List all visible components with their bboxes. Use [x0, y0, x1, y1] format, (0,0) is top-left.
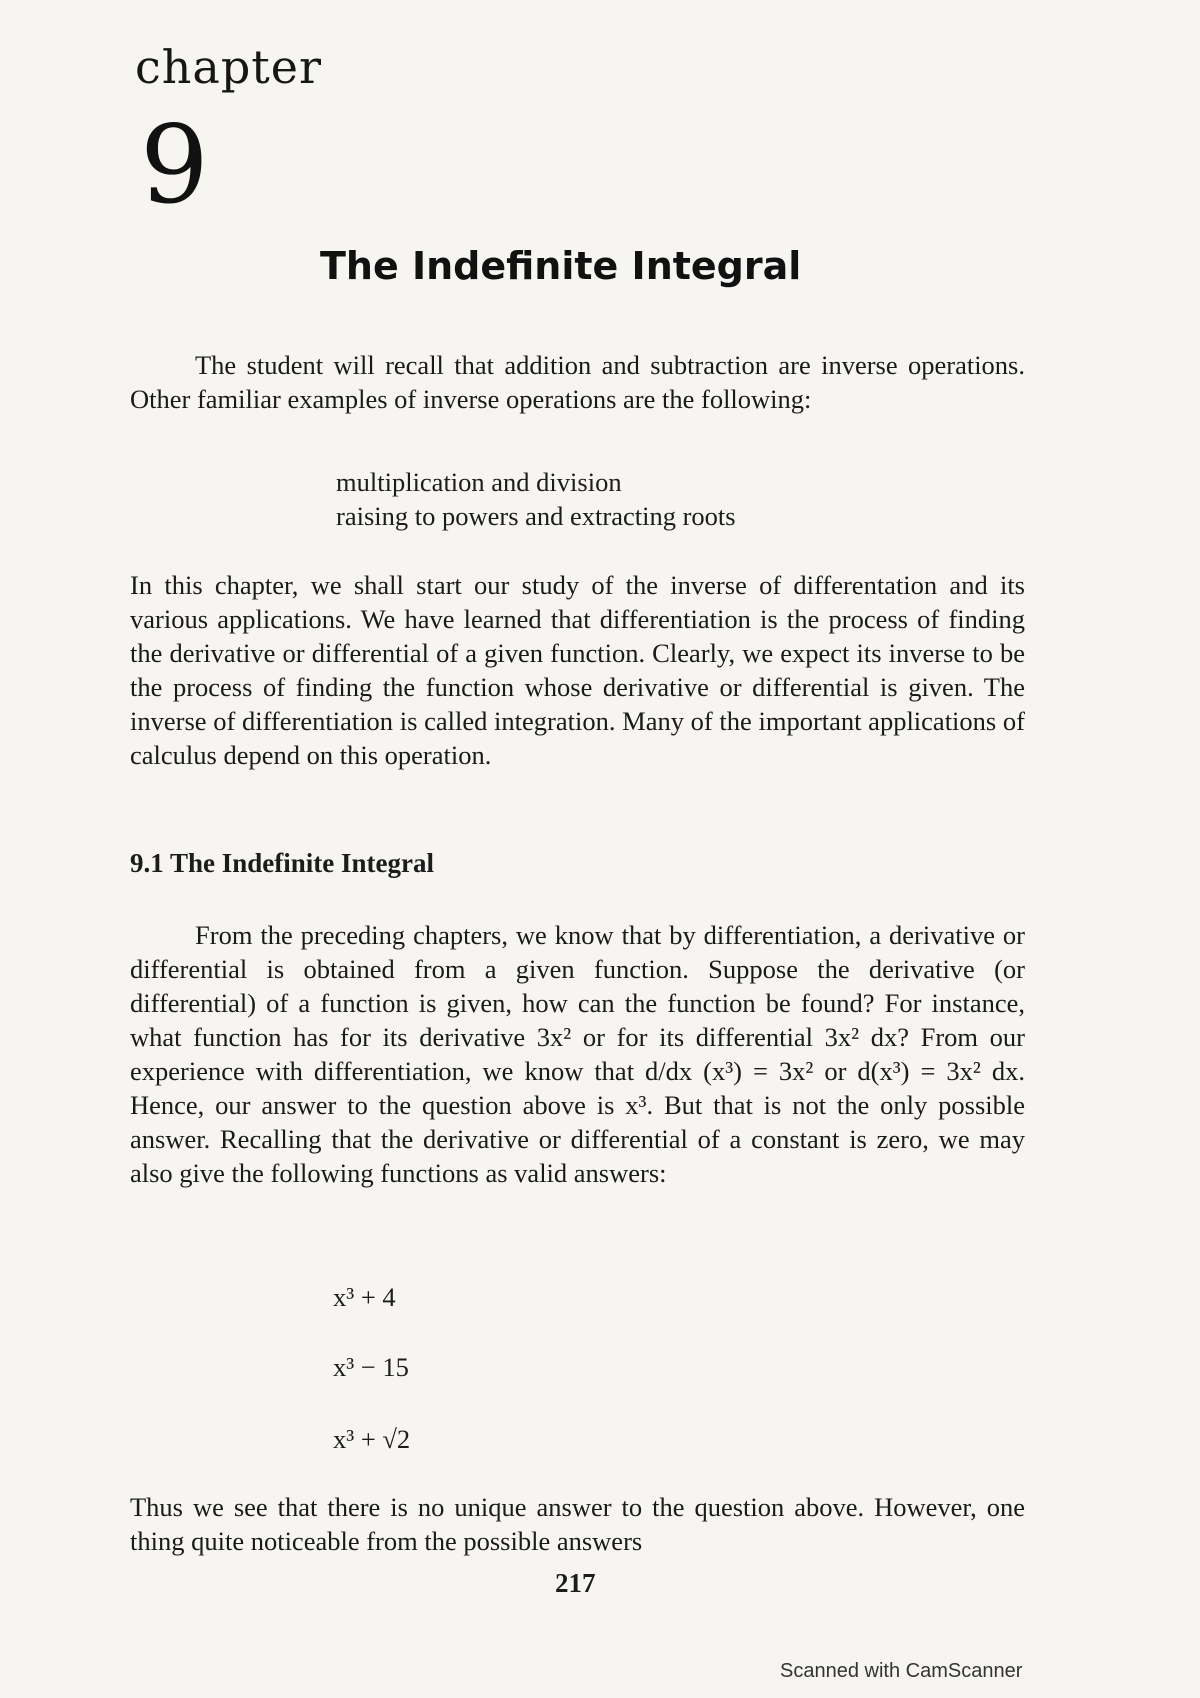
equation: x³ − 15: [333, 1352, 409, 1382]
intro-paragraph-2: In this chapter, we shall start our study of the inverse of differentation and its various applications. We have learned that differentiation is the process of finding the derivative or differential of a given function. Clearly, we expect its inverse to be the process of finding the function whose derivative or differential is given. The inverse of differentiation is called integration. Many of the important applications of calculus depend on this operation.: [130, 570, 1025, 770]
inverse-operations-list: [336, 465, 736, 533]
chapter-title: The Indefinite Integral: [320, 244, 802, 288]
equation: x³ + 4: [333, 1282, 396, 1312]
intro-paragraph: The student will recall that addition and subtraction are inverse operations. Other familiar examples of inverse operations are the following:: [130, 350, 1025, 414]
chapter-label: chapter: [135, 40, 322, 94]
scanner-watermark: Scanned with CamScanner: [780, 1660, 1023, 1682]
section-heading: 9.1 The Indefinite Integral: [130, 848, 435, 878]
section-paragraph-2: Thus we see that there is no unique answer to the question above. However, one thing quite noticeable from the possible answers: [130, 1492, 1025, 1556]
page-number: 217: [555, 1568, 596, 1598]
list-item: multiplication and division: [336, 467, 622, 497]
chapter-number: 9: [140, 103, 209, 228]
equation: x³ + √2: [333, 1424, 411, 1454]
list-item: raising to powers and extracting roots: [336, 501, 736, 531]
section-paragraph: From the preceding chapters, we know that by differentiation, a derivative or differential is obtained from a given function. Suppose the derivative (or differential) of a function is given, how can the function be found? For instance, what function has for its derivative 3x² or for its differential 3x² dx? From our experience with differentiation, we know that d/dx (x³) = 3x² or d(x³) = 3x² dx. Hence, our answer to the question above is x³. But that is not the only possible answer. Recalling that the derivative or differential of a constant is zero, we may also give the following functions as valid answers:: [130, 920, 1025, 1188]
